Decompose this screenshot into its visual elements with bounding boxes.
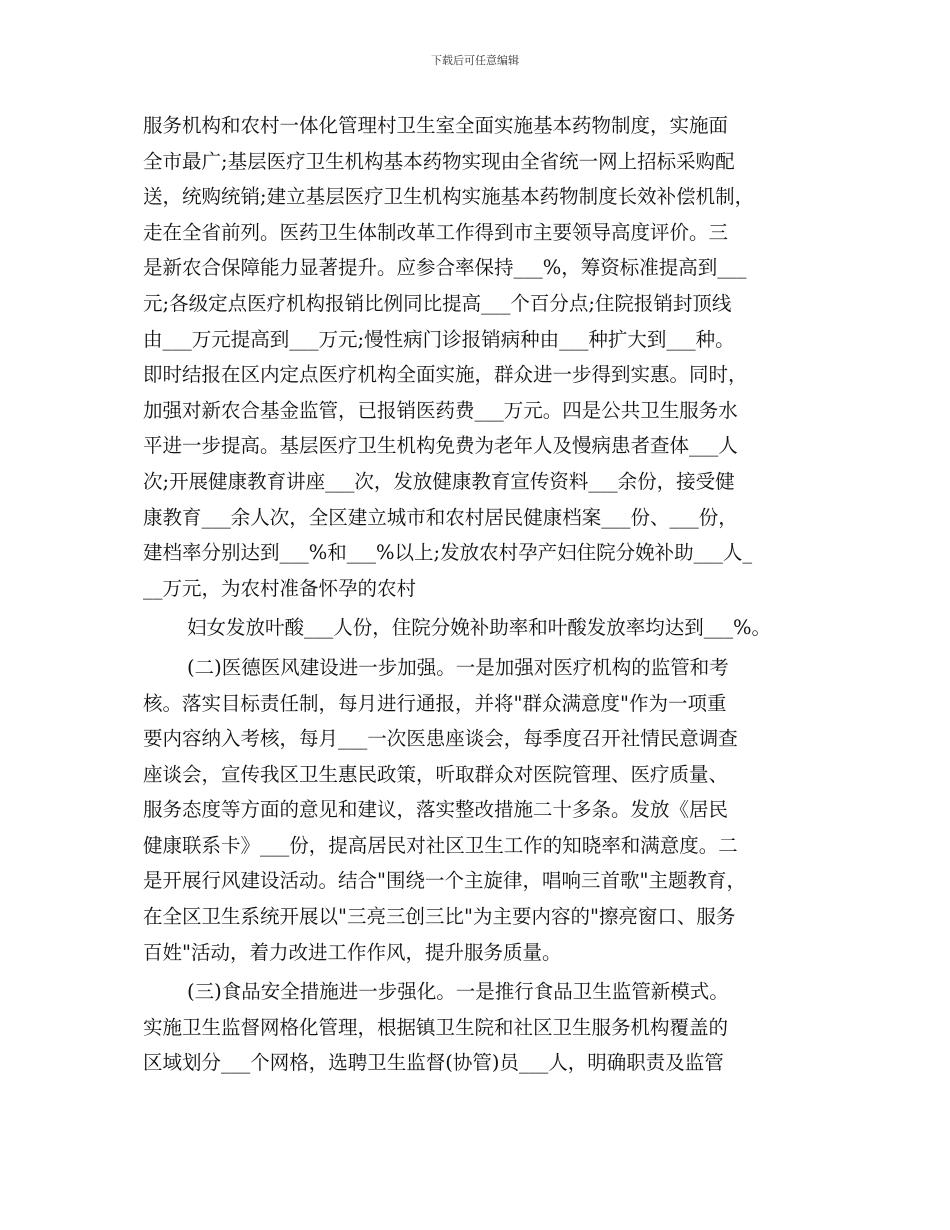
text-line: 平进一步提高。基层医疗卫生机构免费为老年人及慢病患者查体___人: [143, 434, 738, 458]
text-line: 走在全省前列。医药卫生体制改革工作得到市主要领导高度评价。三: [143, 220, 729, 244]
text-line: 区域划分___个网格，选聘卫生监督(协管)员___人，明确职责及监管: [143, 1051, 724, 1075]
text-line: 元;各级定点医疗机构报销比例同比提高___个百分点;住院报销封顶线: [143, 291, 732, 315]
text-line: 要内容纳入考核，每月___一次医患座谈会，每季度召开社情民意调查: [143, 727, 738, 751]
text-line: 建档率分别达到___%和___%以上;发放农村孕产妇住院分娩补助___人_: [143, 541, 753, 565]
text-line: 在全区卫生系统开展以"三亮三创三比"为主要内容的"擦亮窗口、服务: [143, 905, 736, 929]
text-line: 全市最广;基层医疗卫生机构基本药物实现由全省统一网上招标采购配: [143, 149, 735, 173]
text-line: 是新农合保障能力显著提升。应参合率保持___%，筹资标准提高到___: [143, 256, 747, 280]
text-line: 即时结报在区内定点医疗机构全面实施，群众进一步得到实惠。同时，: [143, 363, 748, 387]
text-line: 百姓"活动，着力改进工作作风，提升服务质量。: [143, 940, 562, 964]
paragraph-start-line: (三)食品安全措施进一步强化。一是推行食品卫生监管新模式。: [187, 980, 729, 1004]
text-line: 送，统购统销;建立基层医疗卫生机构实施基本药物制度长效补偿机制，: [143, 185, 755, 209]
page-header: 下载后可任意编辑: [431, 54, 519, 67]
text-line: 座谈会，宣传我区卫生惠民政策，听取群众对医院管理、医疗质量、: [143, 762, 729, 786]
text-line: 健康联系卡》___份，提高居民对社区卫生工作的知晓率和满意度。二: [143, 833, 738, 857]
text-line: 服务态度等方面的意见和建议，落实整改措施二十多条。发放《居民: [143, 798, 729, 822]
paragraph-start-line: 妇女发放叶酸___人份，住院分娩补助率和叶酸发放率均达到___%。: [187, 616, 772, 640]
document-body: [143, 108, 823, 1081]
text-line: 次;开展健康教育讲座___次，发放健康教育宣传资料___余份，接受健: [143, 469, 735, 493]
text-line: 加强对新农合基金监管，已报销医药费___万元。四是公共卫生服务水: [143, 398, 738, 422]
text-line: __万元，为农村准备怀孕的农村: [143, 576, 417, 600]
text-line: 服务机构和农村一体化管理村卫生室全面实施基本药物制度，实施面: [143, 114, 729, 137]
text-line: 由___万元提高到___万元;慢性病门诊报销病种由___种扩大到___种。: [143, 327, 735, 351]
text-line: 是开展行风建设活动。结合"围绕一个主旋律，唱响三首歌"主题教育，: [143, 869, 746, 893]
text-line: 核。落实目标责任制，每月进行通报，并将"群众满意度"作为一项重: [143, 691, 727, 715]
text-line: 康教育___余人次，全区建立城市和农村居民健康档案___份、___份，: [143, 505, 738, 529]
text-line: 实施卫生监督网格化管理，根据镇卫生院和社区卫生服务机构覆盖的: [143, 1015, 729, 1039]
paragraph-start-line: (二)医德医风建设进一步加强。一是加强对医疗机构的监管和考: [187, 655, 729, 679]
